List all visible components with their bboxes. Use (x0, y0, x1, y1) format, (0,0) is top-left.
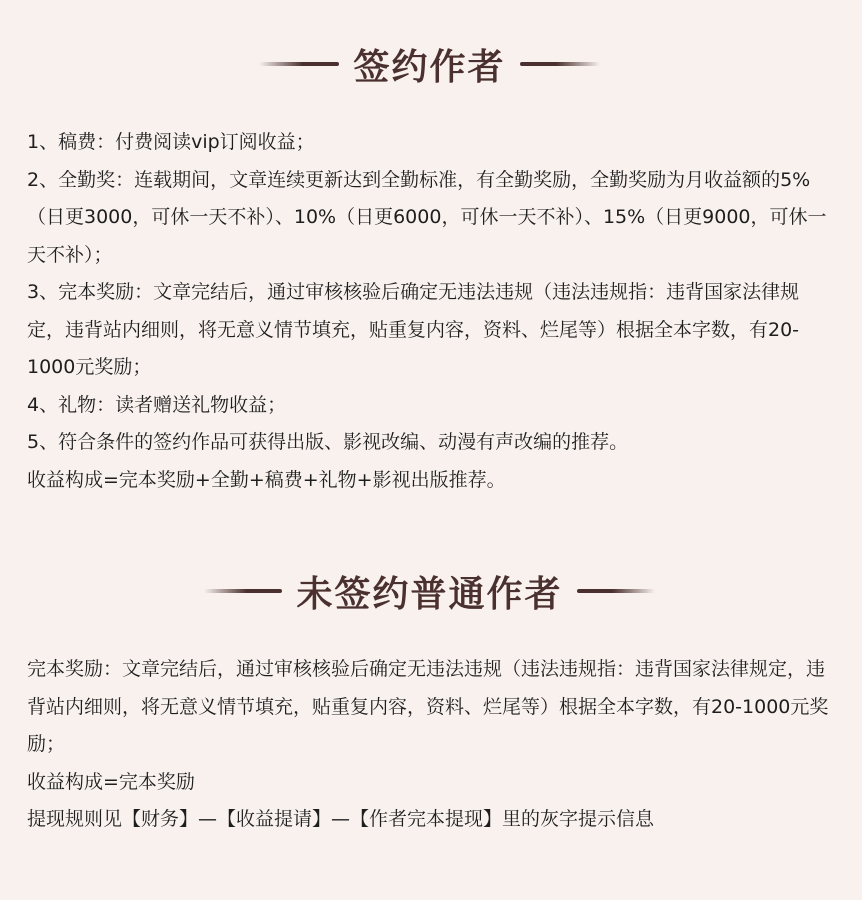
signed-item-gifts: 4、礼物：读者赠送礼物收益； (27, 393, 287, 416)
unsigned-author-heading (27, 567, 832, 615)
signed-author-title: 签约作者 (353, 46, 506, 88)
signed-item-recommendation: 5、符合条件的签约作品可获得出版、影视改编、动漫有声改编的推荐。 (27, 431, 629, 453)
signed-item-manuscript-fee: 1、稿费：付费阅读vip订阅收益； (27, 131, 315, 153)
signed-author-heading (27, 0, 832, 88)
signed-item-attendance-award: 2、全勤奖：连载期间，文章连续更新达到全勤标准，有全勤奖励，全勤奖励为月收益额的5%（日更3000，可休一天不补）、10%（日更6000，可休一天不补）、15%（日更9000，可休一天不补）； (27, 168, 827, 266)
withdrawal-rules-note: 提现规则见【财务】—【收益提请】—【作者完本提现】里的灰字提示信息 (27, 808, 655, 830)
unsigned-author-content (27, 651, 832, 839)
heading-left-rule (259, 62, 339, 66)
unsigned-item-completion-award: 完本奖励：文章完结后，通过审核核验后确定无违法违规（违法违规指：违背国家法律规定，违背站内细则，将无意义情节填充，贴重复内容，资料、烂尾等）根据全本字数，有20-1000元奖励； (27, 658, 829, 755)
heading-left-rule (204, 589, 282, 593)
heading-right-rule (520, 62, 600, 66)
heading-right-rule (577, 589, 655, 593)
signed-income-composition: 收益构成=完本奖励+全勤+稿费+礼物+影视出版推荐。 (27, 468, 506, 491)
unsigned-author-title: 未签约普通作者 (296, 573, 563, 615)
unsigned-income-composition: 收益构成=完本奖励 (27, 770, 195, 793)
signed-author-content (27, 124, 832, 499)
signed-item-completion-award: 3、完本奖励：文章完结后，通过审核核验后确定无违法违规（违法违规指：违背国家法律规定，违背站内细则，将无意义情节填充，贴重复内容，资料、烂尾等）根据全本字数，有20-1000元奖励； (27, 281, 800, 378)
